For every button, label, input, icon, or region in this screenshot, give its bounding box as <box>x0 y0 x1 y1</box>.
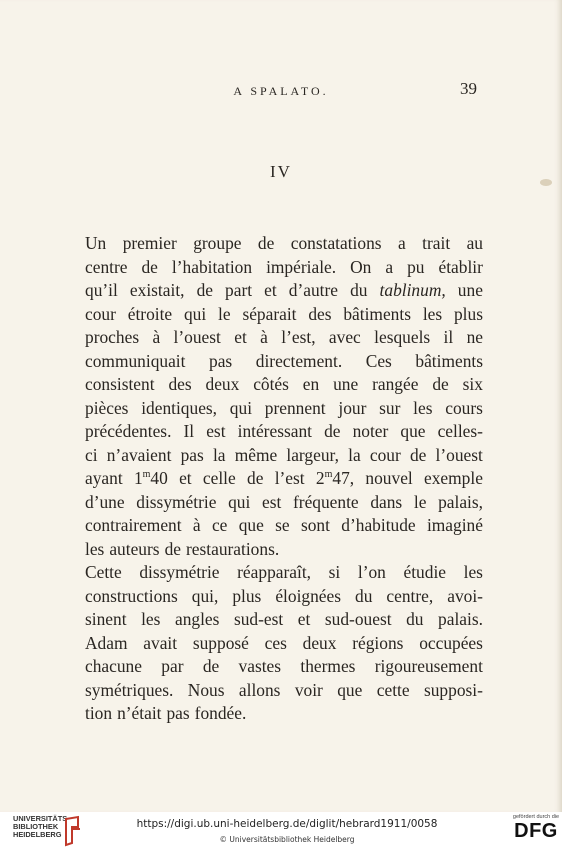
text-line: proches à l’ouest et à l’est, avec lesquels il ne <box>85 327 483 347</box>
text-line: constructions qui, plus éloignées du centre, avoi- <box>85 585 483 606</box>
text-line: consistent des deux côtés en une rangée de six <box>85 374 483 394</box>
dfg-wordmark: DFG <box>514 820 558 842</box>
text-line: Cette dissymétrie réapparaît, si l’on étudie les <box>85 562 483 582</box>
paragraph-2 <box>85 561 483 726</box>
text-line: ci n’avaient pas la même largeur, la cour de l’ouest <box>85 444 483 465</box>
text-line: cour étroite qui le séparait des bâtiments les plus <box>85 303 483 324</box>
text-line: précédentes. Il est intéressant de noter que celles- <box>85 421 483 441</box>
text-line: sinent les angles sud-est et sud-ouest du palais. <box>85 609 483 629</box>
paragraph-1 <box>85 232 483 561</box>
paper-stain <box>540 179 552 186</box>
dfg-logo[interactable] <box>506 814 566 842</box>
text-line: qu’il existait, de part et d’autre du tablinum, une <box>85 280 483 300</box>
text-line: chacune par de vastes thermes rigoureusement <box>85 656 483 676</box>
section-number: IV <box>270 162 292 181</box>
text-line: communiquait pas directement. Ces bâtiments <box>85 350 483 371</box>
text-line: ayant 1$^m$40 et celle de l’est 2$^m$47, nouvel exemple <box>85 468 483 488</box>
text-line: contrairement à ce que se sont d’habitude imaginé <box>85 515 483 535</box>
text-line: centre de l’habitation impériale. On a pu établir <box>85 256 483 277</box>
text-line: symétriques. Nous allons voir que cette supposi- <box>85 679 483 700</box>
text-line: Un premier groupe de constatations a trait au <box>85 233 483 253</box>
running-head: A SPALATO. <box>233 84 329 98</box>
body-text <box>85 232 483 726</box>
library-name: UNIVERSITÄTS- BIBLIOTHEK HEIDELBERG <box>13 814 70 840</box>
copyright-notice: © Universitätsbibliothek Heidelberg <box>219 835 355 844</box>
text-line: pièces identiques, qui prennent jour sur les cours <box>85 397 483 418</box>
text-line: tion n’était pas fondée. <box>85 703 247 723</box>
text-line: les auteurs de restaurations. <box>85 538 280 559</box>
dfg-caption: gefördert durch die <box>512 814 560 820</box>
source-link[interactable]: https://digi.ub.uni-heidelberg.de/diglit/hebrard1911/0058 <box>136 818 438 830</box>
text-line: Adam avait supposé ces deux régions occupées <box>85 632 483 653</box>
page-number: 39 <box>460 79 477 98</box>
text-line: d’une dissymétrie qui est fréquente dans le palais, <box>85 491 483 512</box>
